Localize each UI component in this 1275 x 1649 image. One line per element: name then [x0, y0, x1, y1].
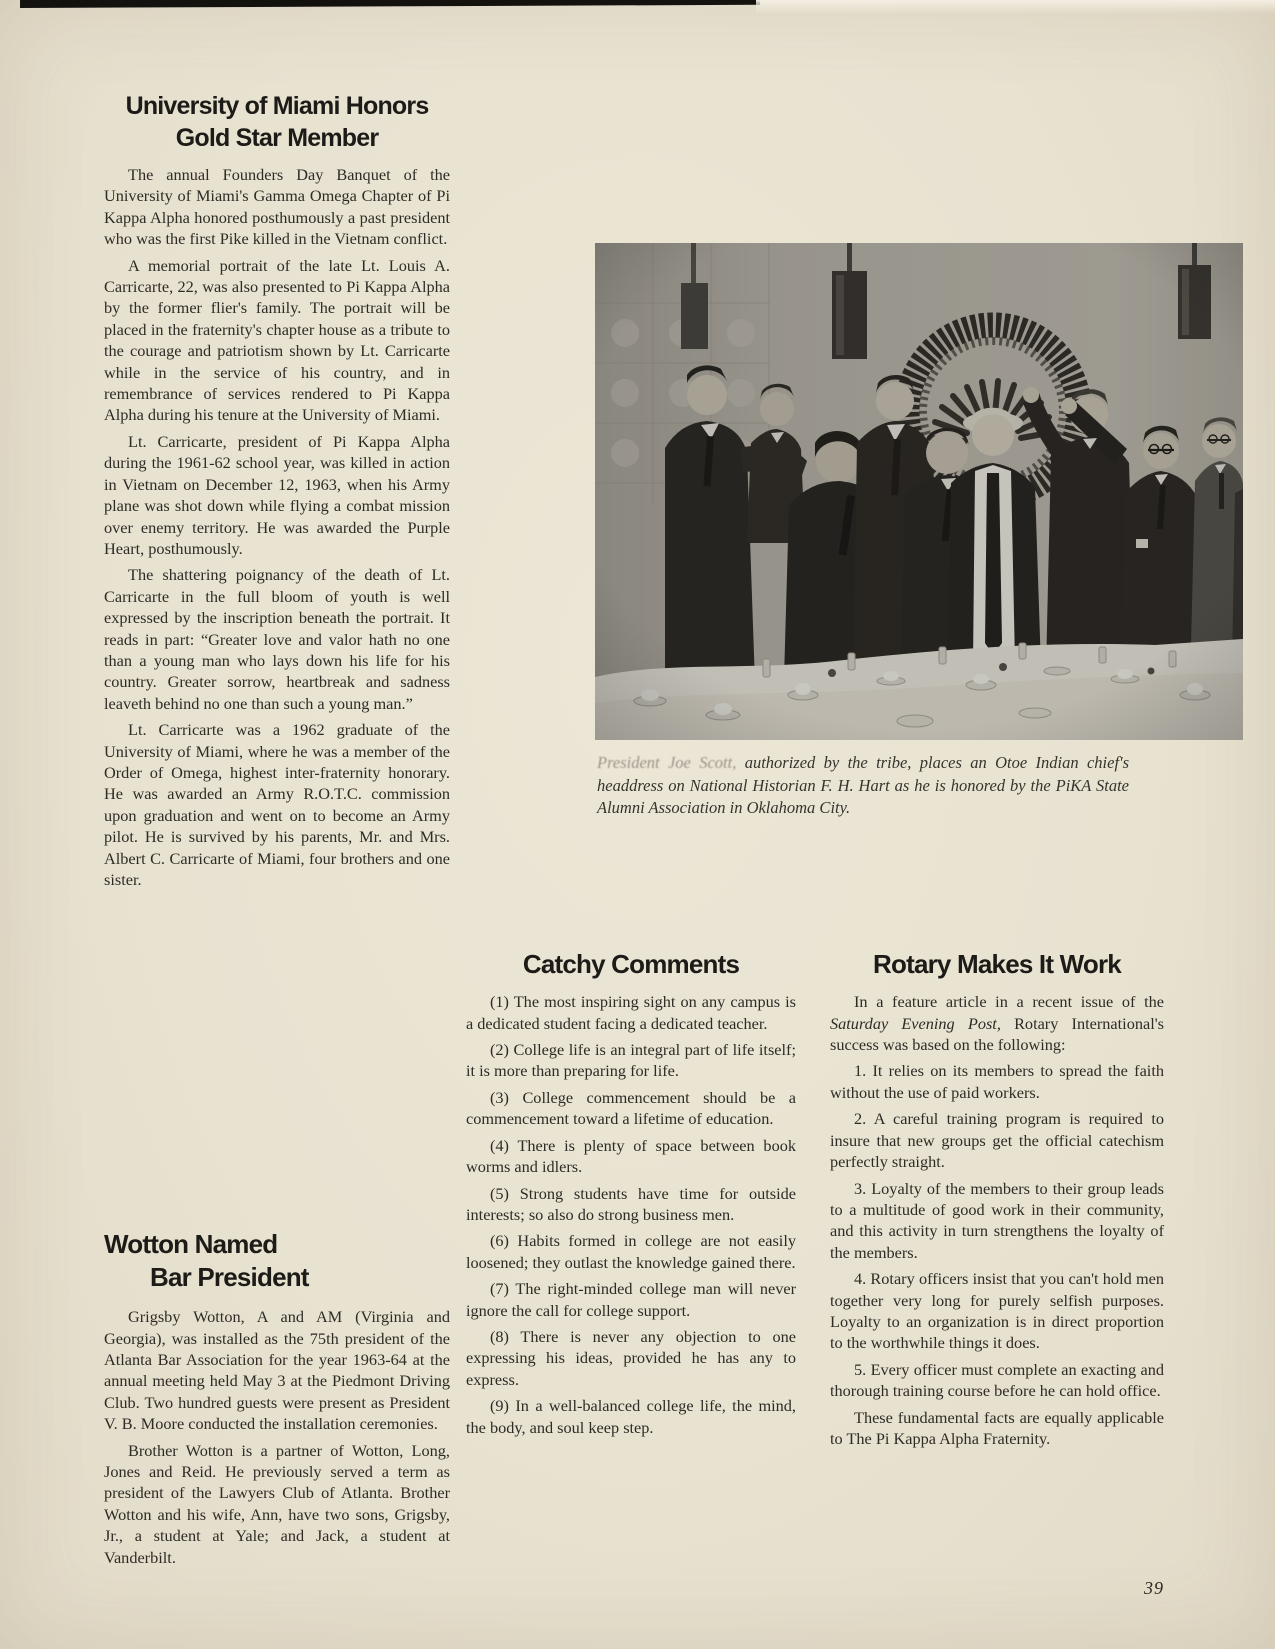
list-item: (9) In a well-balanced college life, the mind, the body, and soul keep step. [466, 1396, 796, 1437]
list-item: (2) College life is an integral part of life itself; it is more than preparing for life. [466, 1040, 796, 1081]
list-item: (1) The most inspiring sight on any campus is a dedicated student facing a dedicated teacher. [466, 992, 796, 1033]
paragraph: Lt. Carricarte, president of Pi Kappa Alpha during the 1961-62 school year, was killed in action in Vietnam on December 12, 1963, when his Army plane was shot down while flying a combat mission over enemy territory. He was awarded the Purple Heart, posthumously. [104, 431, 450, 558]
left-column [104, 90, 450, 1568]
page-number: 39 [1144, 1578, 1164, 1598]
article-rotary-body [830, 991, 1164, 1449]
article-miami-title-line2: Gold Star Member [175, 124, 379, 152]
article-miami-title-line1: University of Miami Honors [125, 92, 429, 120]
article-catchy-body [466, 991, 796, 1438]
banquet-photo [595, 243, 1243, 740]
paragraph [830, 991, 1164, 1055]
photo-caption [597, 752, 1129, 820]
list-item: 1. It relies on its members to spread the faith without the use of paid workers. [830, 1061, 1164, 1102]
article-miami-body [104, 164, 450, 890]
right-column [830, 948, 1164, 1449]
photo-caption-text: authorized by the tribe, places an Otoe Indian chief's headdress on National Historian F. H. Hart as he is honored by the PiKA State Alumni Association in Oklahoma City. [597, 753, 1129, 817]
rotary-intro-italic: Saturday Evening Post, [830, 1013, 1001, 1033]
article-wotton-title [104, 1228, 450, 1295]
paragraph: A memorial portrait of the late Lt. Louis A. Carricarte, 22, was also presented to Pi Kappa Alpha by the former flier's family. The portrait will be placed in the fraternity's chapter house as a tribute to the courage and patriotism shown by Lt. Carricarte while in the service of his country, and in remembrance of services rendered to Pi Kappa Alpha during his tenure at the University of Miami. [104, 255, 450, 425]
list-item: (3) College commencement should be a commencement toward a lifetime of education. [466, 1087, 796, 1129]
article-rotary-title: Rotary Makes It Work [873, 949, 1121, 979]
paragraph: The annual Founders Day Banquet of the University of Miami's Gamma Omega Chapter of Pi Kappa Alpha honored posthumously a past president who was the first Pike killed in the Vietnam conflict. [104, 165, 450, 249]
list-item: 3. Loyalty of the members to their group leads to a multitude of good work in their community, and this activity in turn strengthens the loyalty of the members. [830, 1178, 1164, 1262]
list-item: 4. Rotary officers insist that you can't hold men together very long for purely selfish purposes. Loyalty to an organization is in direct proportion to the worthwhile things it does. [830, 1269, 1164, 1353]
banquet-photo-illustration [595, 243, 1243, 740]
photo-caption-faded: President Joe Scott, [597, 753, 737, 772]
article-wotton [104, 1228, 450, 1568]
middle-column [466, 948, 796, 1438]
list-item: (6) Habits formed in college are not easily loosened; they outlast the knowledge gained there. [466, 1231, 796, 1272]
list-item: (4) There is plenty of space between book worms and idlers. [466, 1135, 796, 1177]
article-miami-title [104, 90, 450, 154]
article-wotton-title-line1: Wotton Named [104, 1228, 278, 1259]
scan-edge-highlight [756, 0, 1275, 14]
list-item: (7) The right-minded college man will never ignore the call for college support. [466, 1279, 796, 1320]
list-item: (5) Strong students have time for outside interests; so also do strong business men. [466, 1183, 796, 1224]
list-item: 5. Every officer must complete an exacting and thorough training course before he can hold office. [830, 1359, 1164, 1401]
paragraph: The shattering poignancy of the death of Lt. Carricarte in the full bloom of youth is well expressed by the inscription beneath the portrait. It reads in part: “Greater love and valor hath no one than a young man who lays down his life for his country. Greater sorrow, heartbreak and sadness leaveth behind no one than such a young man.” [104, 565, 450, 713]
list-item: 2. A careful training program is required to insure that new groups get the official catechism perfectly straight. [830, 1109, 1164, 1172]
article-catchy-title: Catchy Comments [522, 949, 740, 979]
rotary-intro-before: In a feature article in a recent issue of the [854, 992, 1164, 1012]
paragraph: Brother Wotton is a partner of Wotton, Long, Jones and Reid. He previously served a term as president of the Lawyers Club of Atlanta. Brother Wotton and his wife, Ann, have two sons, Grigsby, Jr., a student at Yale; and Jack, a student at Vanderbilt. [104, 1440, 450, 1567]
scan-edge-bar [20, 0, 760, 8]
paragraph: Lt. Carricarte was a 1962 graduate of the University of Miami, where he was a member of the Order of Omega, highest inter-fraternity honorary. He was awarded an Army R.O.T.C. commission upon graduation and went on to become an Army pilot. He is survived by his parents, Mr. and Mrs. Albert C. Carricarte of Miami, four brothers and one sister. [104, 720, 450, 889]
article-miami [104, 90, 450, 890]
article-wotton-title-line2: Bar President [150, 1261, 309, 1292]
paragraph: These fundamental facts are equally applicable to The Pi Kappa Alpha Fraternity. [830, 1407, 1164, 1448]
article-wotton-body [104, 1306, 450, 1568]
list-item: (8) There is never any objection to one expressing his ideas, provided he has any to express. [466, 1326, 796, 1389]
paragraph: Grigsby Wotton, A and AM (Virginia and Georgia), was installed as the 75th president of the Atlanta Bar Association for the year 1963-64 at the annual meeting held May 3 at the Piedmont Driving Club. Two hundred guests were present as President V. B. Moore conducted the installation ceremonies. [104, 1307, 450, 1434]
rotary-intro-after: Rotary International's success was based on the following: [830, 1013, 1164, 1055]
